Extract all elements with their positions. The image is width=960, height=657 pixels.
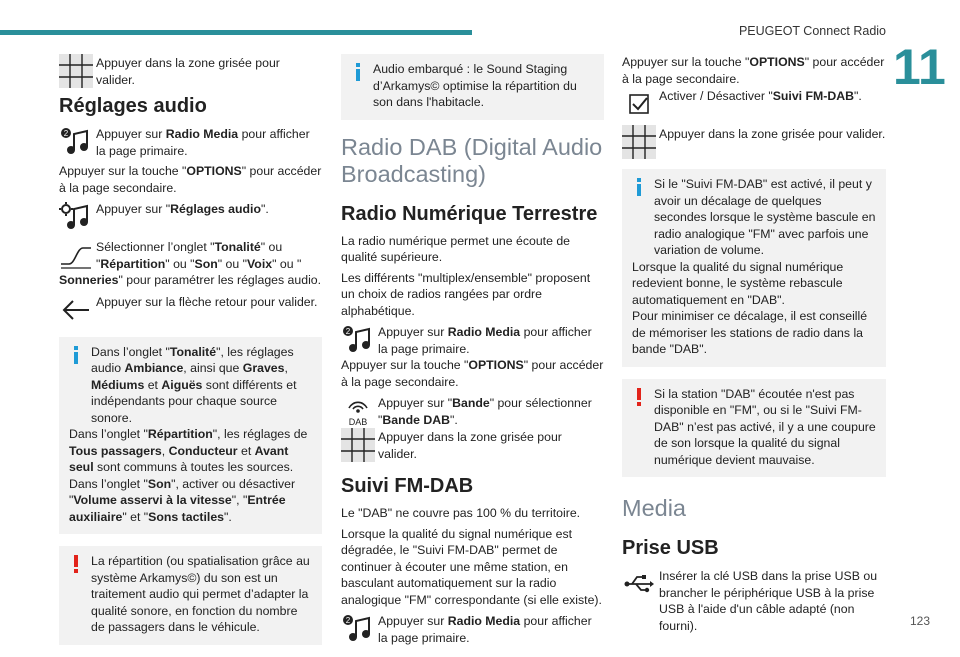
text: ", " (231, 493, 248, 507)
text-bold: Avant seul (69, 443, 289, 474)
text: " pour accéder à la page secondaire. (622, 55, 885, 86)
paragraph (59, 272, 322, 289)
heading-radio-numerique: Radio Numérique Terrestre (341, 202, 598, 225)
text: Appuyer sur " (378, 396, 453, 410)
step-text: Appuyer sur la flèche retour pour valider. (96, 294, 318, 309)
step-back-arrow (59, 293, 322, 327)
audio-settings-icon (59, 200, 93, 234)
text-bold: Bande (452, 396, 490, 410)
radio-media-icon (341, 612, 375, 646)
text: ". (260, 202, 269, 216)
step-text: Appuyer dans la zone grisée pour valider. (378, 430, 562, 461)
text: " ou " (165, 256, 195, 271)
info-text: Audio embarqué : le Sound Staging d’Arkamys© optimise la répartition du son dans l'habitacle. (373, 62, 577, 109)
step-text: Insérer la clé USB dans la prise USB ou brancher le périphérique USB à la prise USB à l'aide d'un câble adapté (non fourni). (659, 569, 878, 633)
text: sont communs à toutes les sources. (93, 460, 294, 474)
text: " ou " (272, 256, 302, 271)
text-bold: Réglages audio (170, 202, 261, 216)
info-box-audio (59, 337, 322, 535)
grid-zone-icon (622, 125, 656, 159)
heading-prise-usb: Prise USB (622, 537, 719, 559)
step-toggle-fm-dab (622, 87, 886, 121)
step-select-tab (59, 238, 322, 272)
text-bold: Suivi FM-DAB (772, 89, 854, 103)
svg-text:2: 2 (345, 327, 351, 336)
text: , (284, 361, 288, 375)
info-icon (69, 346, 83, 364)
text: ". (450, 412, 458, 427)
paragraph: Le "DAB" ne couvre pas 100 % du territoire. (341, 506, 581, 520)
text-bold: Volume asservi à la vitesse (73, 493, 232, 507)
step-audio-settings (59, 200, 322, 234)
text: pour afficher la page primaire. (378, 614, 592, 645)
grid-zone-icon (341, 428, 375, 462)
text-bold: Sons tactiles (148, 509, 225, 524)
text-bold: Sonneries (59, 273, 119, 287)
text-bold: Bande DAB (382, 412, 451, 427)
text: " pour sélectionner " (378, 396, 592, 427)
text: Dans l’onglet " (69, 476, 148, 491)
text: Appuyer sur " (96, 202, 171, 216)
paragraph (341, 357, 604, 390)
text: Appuyer sur (96, 127, 166, 141)
column-1 (59, 54, 322, 657)
text: Dans l’onglet " (91, 344, 170, 359)
warning-text: La répartition (ou spatialisation grâce au système Arkamys©) du son est un traitement audio qui permet d’adapter la qualité sonore, en fonction du nombre de passagers dans le véhicule. (91, 554, 310, 634)
info-text: Pour minimiser ce décalage, il est conseillé de mémoriser les stations de radio dans la bande "DAB". (632, 309, 868, 356)
info-text: Lorsque la qualité du signal numérique redevient bonne, le système rebascule automatiquement en "DAB". (632, 259, 844, 307)
warning-icon (69, 555, 83, 573)
text-bold: Tonalité (169, 344, 217, 359)
text: Appuyer sur la touche " (341, 358, 469, 372)
text: ". (224, 509, 232, 524)
text: Appuyer sur (378, 614, 448, 628)
text: , (161, 443, 169, 458)
column-2 (341, 54, 604, 650)
text: sont différents et indépendants pour chaque source sonore. (91, 377, 297, 425)
step-usb (622, 567, 886, 634)
text-bold: Son (194, 256, 218, 271)
info-box-fm-dab (622, 169, 886, 367)
text-bold: Médiums (91, 377, 145, 392)
warning-text: Si la station "DAB" écoutée n'est pas disponible en "FM", ou si le "Suivi FM-DAB" n’est pas activé, il y a une coupure de son lorsque la qualité du signal numérique devient mauvaise. (654, 386, 876, 467)
text: " pour accéder à la page secondaire. (341, 358, 604, 389)
text: Activer / Désactiver " (659, 89, 773, 103)
svg-text:2: 2 (63, 129, 69, 138)
text-bold: Conducteur (168, 443, 238, 458)
header-title: PEUGEOT Connect Radio (738, 24, 886, 38)
step-text: Appuyer dans la zone grisée pour valider. (659, 127, 886, 141)
step-text: Appuyer dans la zone grisée pour valider. (96, 56, 280, 87)
text: pour afficher la page primaire. (96, 127, 310, 158)
text-bold: Répartition (147, 427, 213, 441)
warning-box-arkamys (59, 546, 322, 645)
text: , ainsi que (183, 361, 243, 375)
step-radio-media (59, 125, 322, 159)
text-bold: Radio Media (447, 614, 521, 628)
warning-box-dab (622, 379, 886, 478)
usb-icon (622, 567, 656, 601)
text: " ou " (96, 240, 283, 271)
text-bold: OPTIONS (749, 55, 805, 69)
heading-suivi-fm-dab: Suivi FM-DAB (341, 475, 474, 497)
step-radio-media (341, 323, 604, 357)
page-number: 123 (909, 614, 930, 628)
text-bold: Radio Media (447, 325, 521, 339)
text-bold: Voix (247, 256, 273, 271)
paragraph (622, 54, 886, 87)
radio-media-icon (59, 125, 93, 159)
text: et (144, 377, 162, 392)
svg-text:2: 2 (345, 616, 351, 625)
text-bold: OPTIONS (186, 164, 242, 178)
text: Appuyer sur la touche " (622, 55, 750, 69)
text-bold: OPTIONS (468, 358, 524, 372)
paragraph: Lorsque la qualité du signal numérique est dégradée, le "Suivi FM-DAB" permet de continuer à écouter une même station, en basculant automatiquement sur la radio analogique "FM" correspondante (si elle existe). (341, 526, 602, 607)
text: et (237, 443, 255, 458)
column-3 (622, 54, 886, 638)
info-box-sound-staging (341, 54, 604, 120)
text: pour afficher la page primaire. (378, 325, 592, 356)
text: Appuyer sur la touche " (59, 164, 187, 178)
chapter-number: 11 (893, 39, 946, 95)
text-bold: Graves (242, 361, 285, 375)
text: ". (854, 89, 862, 103)
paragraph: Les différents "multiplex/ensemble" proposent un choix de radios rangées par ordre alphabétique. (341, 270, 591, 318)
warning-icon (632, 388, 646, 406)
text: ", les réglages audio (91, 344, 294, 375)
header-accent-bar (0, 30, 472, 35)
radio-media-icon (341, 323, 375, 357)
text-bold: Tous passagers (69, 443, 162, 458)
text-bold: Son (147, 476, 172, 491)
paragraph: La radio numérique permet une écoute de qualité supérieure. (341, 233, 571, 264)
heading-audio-settings: Réglages audio (59, 95, 207, 117)
text: " pour paramétrer les réglages audio. (118, 273, 322, 287)
text: ", les réglages de (212, 427, 308, 441)
text: Dans l’onglet " (69, 427, 148, 441)
step-validate-grey (341, 428, 604, 462)
text-bold: Tonalité (214, 240, 261, 254)
text-bold: Ambiance (124, 361, 184, 375)
step-radio-media (341, 612, 604, 646)
text-bold: Aiguës (161, 377, 203, 392)
text: Sélectionner l’onglet " (96, 240, 215, 254)
dab-icon-label: DAB (348, 417, 368, 427)
dab-icon (341, 394, 375, 428)
text: ", activer ou désactiver " (69, 476, 296, 507)
heading-media: Media (622, 495, 687, 521)
step-band-dab (341, 394, 604, 428)
info-icon (632, 178, 646, 196)
paragraph (59, 163, 322, 196)
text: " et " (122, 509, 149, 524)
checkbox-icon (622, 87, 656, 121)
heading-radio-dab: Radio DAB (Digital Audio Broadcasting) (341, 133, 603, 187)
info-text: Si le "Suivi FM-DAB" est activé, il peut y avoir un décalage de quelques secondes lorsque le système bascule en radio analogique "FM" avec parfois une variation de volume. (654, 177, 876, 257)
text-bold: Radio Media (165, 127, 239, 141)
step-validate-grey (622, 125, 886, 159)
text-bold: Répartition (100, 256, 166, 271)
back-arrow-icon (59, 293, 93, 327)
text: " ou " (217, 256, 248, 271)
grid-zone-icon (59, 54, 93, 88)
step-validate-grey (59, 54, 322, 88)
text: Appuyer sur (378, 325, 448, 339)
info-icon (351, 63, 365, 81)
text: " pour accéder à la page secondaire. (59, 164, 322, 195)
tone-curve-icon (59, 238, 93, 272)
text-bold: Entrée auxiliaire (69, 493, 286, 524)
